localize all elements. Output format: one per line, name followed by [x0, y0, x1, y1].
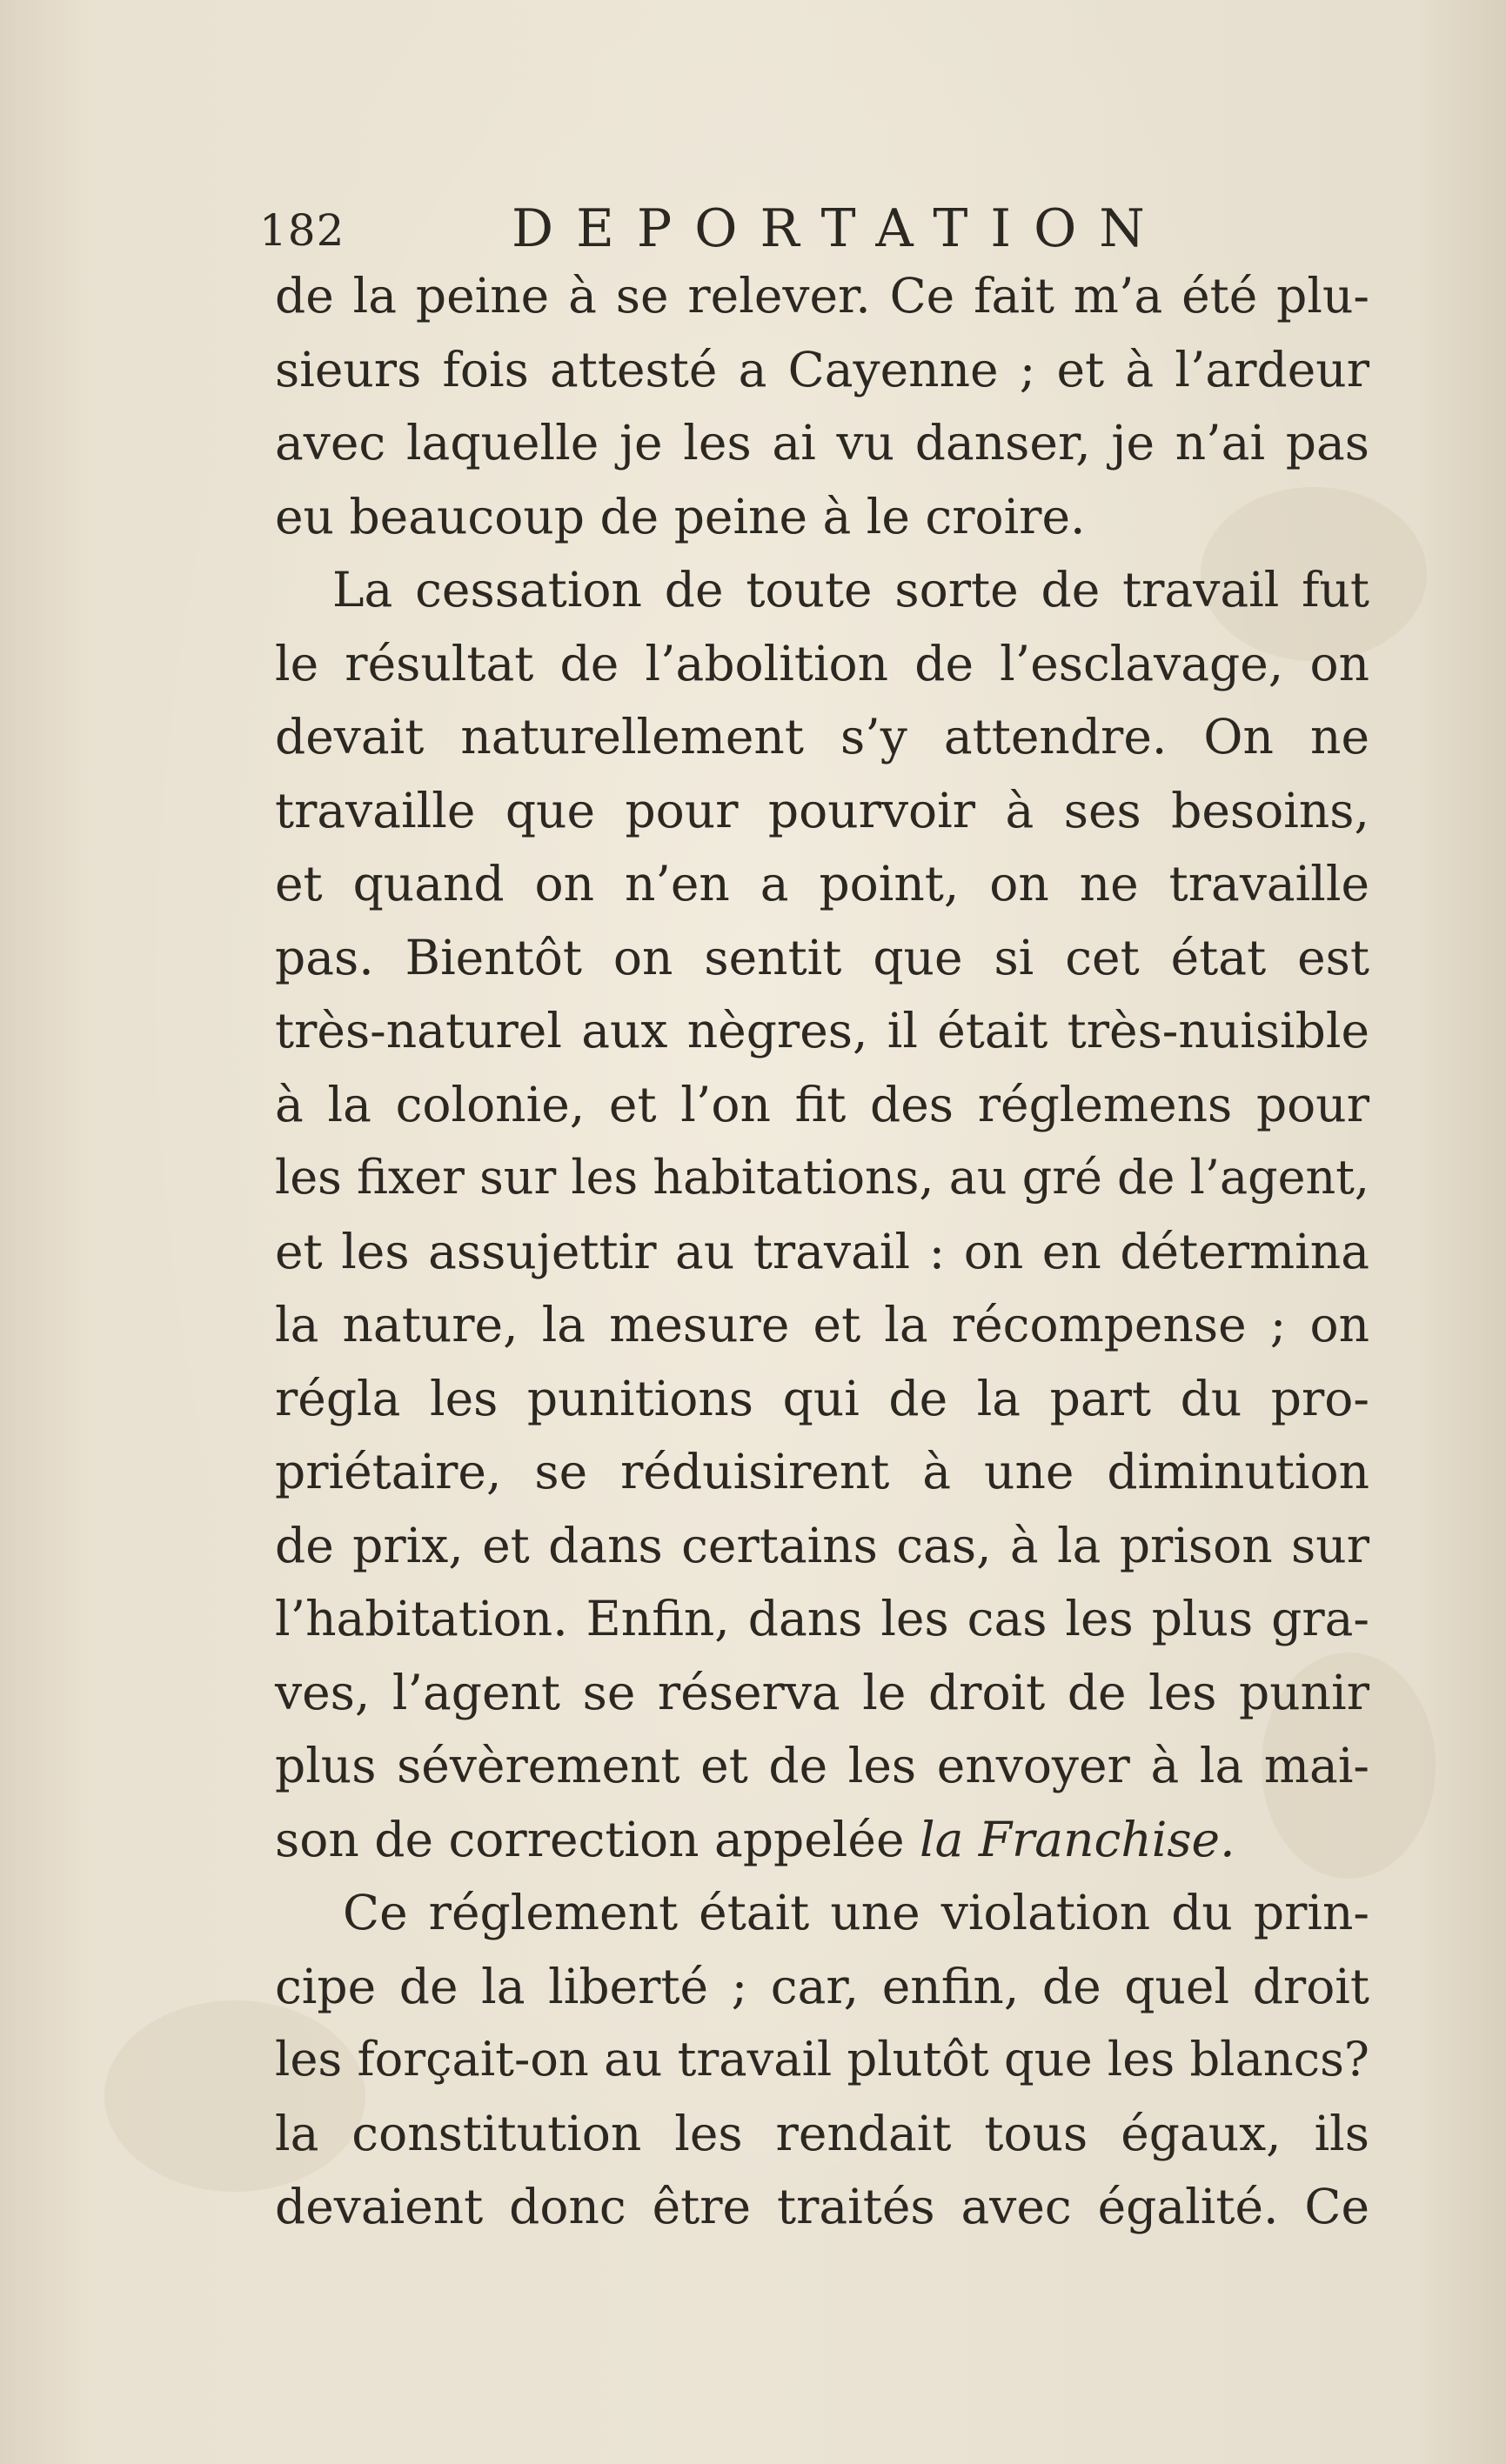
text-line: de prix, et dans certains cas, à la prison sur [275, 1517, 1369, 1573]
text-segment: son de correction appelée [275, 1811, 905, 1867]
paragraph-first-line: Ce réglement était une violation du prin- [343, 1885, 1369, 1940]
text-line: l’habitation. Enfin, dans les cas les plus gra- [275, 1591, 1369, 1646]
text-line: à la colonie, et l’on fit des réglemens pour [275, 1076, 1369, 1132]
text-line: plus sévèrement et de les envoyer à la mai- [275, 1738, 1369, 1793]
text-line: pas. Bientôt on sentit que si cet état est [275, 929, 1369, 985]
page-header [259, 198, 1168, 259]
text-line: régla les punitions qui de la part du pro- [275, 1370, 1369, 1426]
italic-title: la Franchise. [919, 1811, 1235, 1867]
running-head: DEPORTATION [512, 198, 1168, 259]
body-text [275, 259, 1369, 2244]
text-line: avec laquelle je les ai vu danser, je n’ai pas [275, 415, 1369, 471]
text-line: le résultat de l’abolition de l’esclavage, on [275, 635, 1369, 691]
paragraph-first-line: La cessation de toute sorte de travail fut [332, 562, 1369, 618]
text-line: travaille que pour pourvoir à ses besoins, [275, 782, 1369, 838]
text-line: et les assujettir au travail : on en détermina [275, 1223, 1369, 1279]
text-line: devaient donc être traités avec égalité. Ce [275, 2179, 1369, 2234]
page-number: 182 [259, 205, 345, 256]
text-line: eu beaucoup de peine à le croire. [275, 488, 1086, 544]
text-line: la nature, la mesure et la récompense ; on [275, 1297, 1369, 1352]
text-line: devait naturellement s’y attendre. On ne [275, 709, 1369, 765]
text-line: les fixer sur les habitations, au gré de l’agent, [275, 1150, 1369, 1205]
text-line: les forçait-on au travail plutôt que les blancs? [275, 2032, 1369, 2087]
text-line: de la peine à se relever. Ce fait m’a été plu- [275, 268, 1369, 324]
text-line: sieurs fois attesté a Cayenne ; et à l’ardeur [275, 341, 1369, 397]
text-line: la constitution les rendait tous égaux, ils [275, 2105, 1369, 2161]
text-line: priétaire, se réduisirent à une diminution [275, 1444, 1369, 1499]
text-line: et quand on n’en a point, on ne travaille [275, 856, 1369, 911]
text-line: cipe de la liberté ; car, enfin, de quel droit [275, 1958, 1369, 2014]
text-line-with-italic [275, 1803, 1369, 1877]
text-line: ves, l’agent se réserva le droit de les punir [275, 1664, 1369, 1720]
text-line: très-naturel aux nègres, il était très-nuisible [275, 1003, 1369, 1058]
